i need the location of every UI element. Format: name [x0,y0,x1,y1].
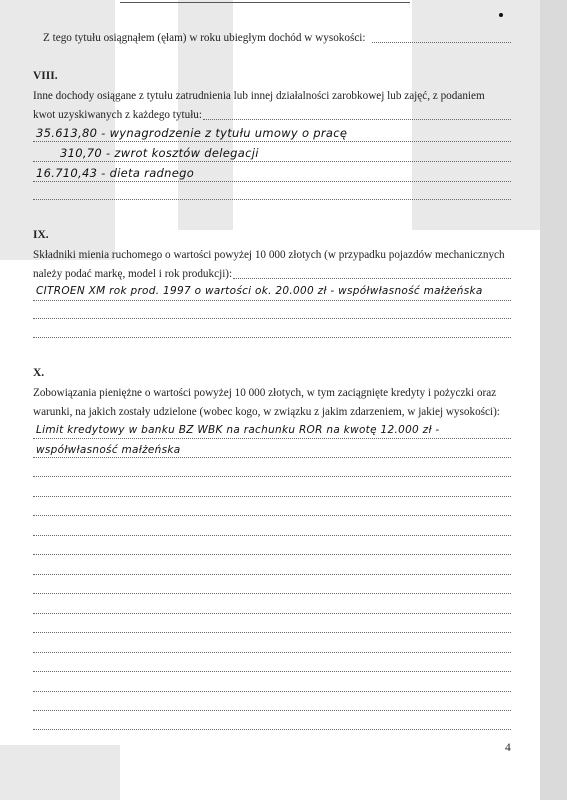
page-number: 4 [505,742,511,754]
section-x-text-line1: Zobowiązania pieniężne o wartości powyżej 10 000 złotych, w tym zaciągnięte kredyty i pożyczki oraz [33,387,497,399]
scan-dot [499,13,503,17]
section-ix-dotted-line [33,318,511,319]
section-x-dotted-line [33,593,511,594]
section-x-dotted-line [33,438,511,439]
section-x-dotted-line [33,613,511,614]
section-viii-text-line1: Inne dochody osiągane z tytułu zatrudnienia lub innej działalności zarobkowej lub zajęć, z podaniem [33,90,485,102]
intro-dotted-line [372,42,511,43]
section-x-dotted-line [33,535,511,536]
section-ix-dotted-line [233,278,511,279]
section-x-dotted-line [33,691,511,692]
top-rule [120,2,410,3]
income-intro-line: Z tego tytułu osiągnąłem (ęłam) w roku ubiegłym dochód w wysokości: [43,32,366,44]
section-x-entry: współwłasność małżeńska [36,444,181,456]
section-viii-dotted-line [33,161,511,162]
section-x-dotted-line [33,457,511,458]
section-viii-dotted-line [33,141,511,142]
section-ix-dotted-line [33,300,511,301]
section-viii-text-line2: kwot uzyskiwanych z każdego tytułu: [33,109,203,121]
section-x-dotted-line [33,729,511,730]
section-viii-entry: 35.613,80 - wynagrodzenie z tytułu umowy o pracę [36,126,348,140]
section-x-dotted-line [33,496,511,497]
section-ix-entry: CITROEN XM rok prod. 1997 o wartości ok. 20.000 zł - współwłasność małżeńska [36,285,483,297]
section-ix-dotted-line [33,337,511,338]
section-x-heading: X. [33,367,45,379]
section-viii-dotted-line [33,181,511,182]
section-viii-dotted-line [33,199,511,200]
section-ix-text-line2: należy podać markę, model i rok produkcji): [33,268,233,280]
section-x-entry: Limit kredytowy w banku BZ WBK na rachunku ROR na kwotę 12.000 zł - [36,424,440,436]
scan-shading-bottom [0,745,120,800]
section-x-dotted-line [33,652,511,653]
section-ix-heading: IX. [33,229,49,241]
section-viii-entry: 16.710,43 - dieta radnego [36,166,195,180]
section-x-dotted-line [33,671,511,672]
section-x-dotted-line [33,476,511,477]
section-x-dotted-line [33,554,511,555]
section-x-dotted-line [33,632,511,633]
section-x-dotted-line [33,710,511,711]
section-x-dotted-line [33,515,511,516]
section-viii-entry: 310,70 - zwrot kosztów delegacji [60,146,259,160]
section-viii-dotted-line [203,119,511,120]
scan-shading-edge [540,0,567,800]
section-x-dotted-line [33,574,511,575]
section-viii-heading: VIII. [33,70,58,82]
section-x-text-line2: warunki, na jakich zostały udzielone (wobec kogo, w związku z jakim zdarzeniem, w jakiej wysokości): [33,406,500,418]
section-ix-text-line1: Składniki mienia ruchomego o wartości powyżej 10 000 złotych (w przypadku pojazdów mechanicznych [33,249,505,261]
